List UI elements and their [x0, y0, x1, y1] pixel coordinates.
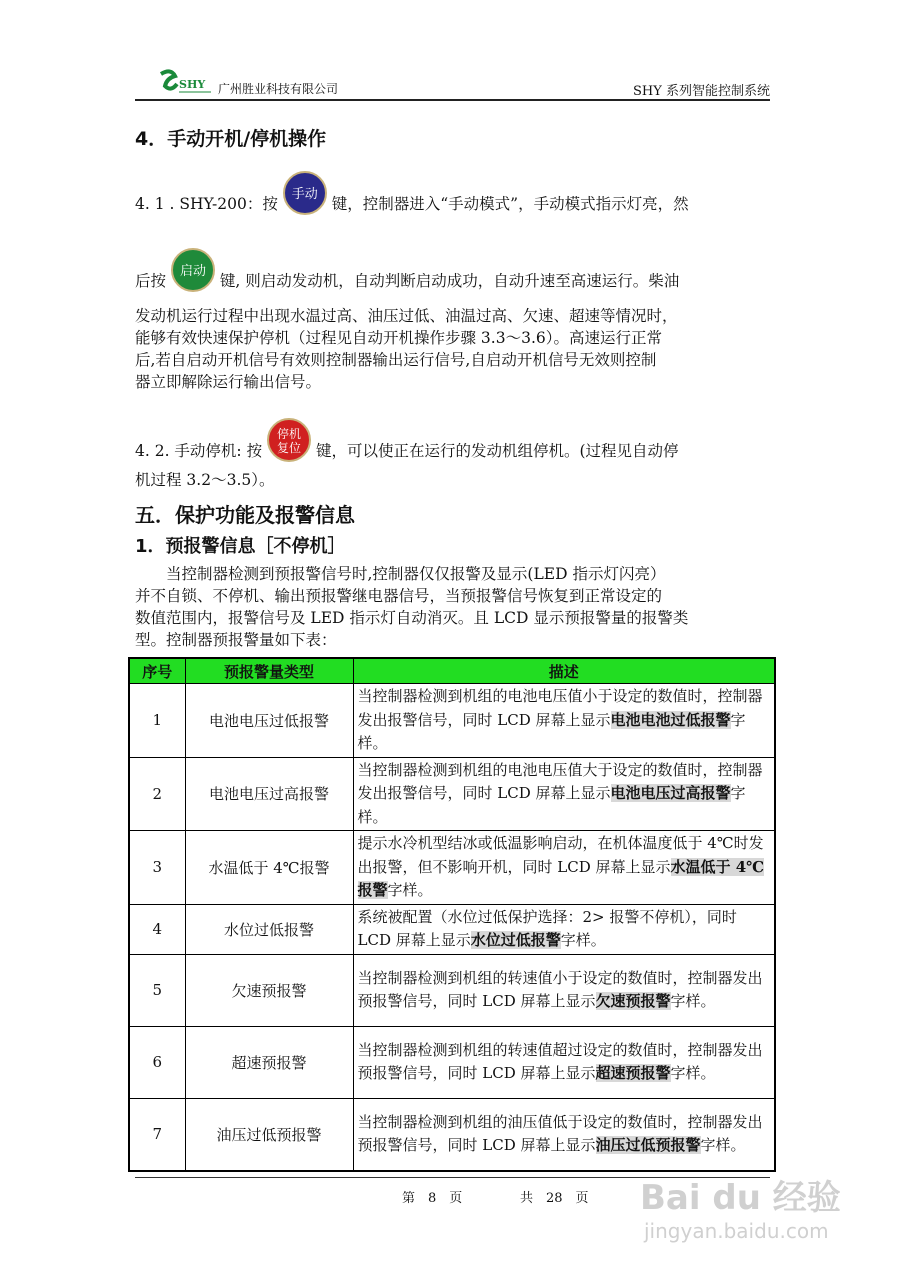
alarm-type: 水温低于 4℃报警	[185, 831, 353, 905]
table-row	[129, 954, 775, 1026]
text-line: 器立即解除运行输出信号。	[135, 373, 322, 391]
desc-text: 字样。	[670, 992, 716, 1010]
row-number: 5	[129, 954, 185, 1026]
para-4-2	[135, 418, 679, 462]
para-4-1-prefix: 4. 1 . SHY-200：按	[135, 195, 278, 213]
page-total: 共 28 页	[520, 1191, 589, 1206]
desc-text: 字样。	[357, 784, 746, 826]
para-4-1b-prefix: 后按	[135, 272, 167, 290]
key-label: 复位	[277, 441, 302, 455]
key-label: 停机	[277, 427, 302, 441]
section-5-title: 五．保护功能及报警信息	[135, 503, 355, 527]
desc-text: 当控制器检测到机组的转速值小于设定的数值时，控制器发出预报警信号，同时 LCD 屏幕上显示	[357, 968, 763, 1010]
text-line: 发动机运行过程中出现水温过高、油压过低、油温过高、欠速、超速等情况时，	[135, 307, 678, 325]
para-4-1b-suffix: 键, 则启动发动机，自动判断启动成功，自动升速至高速运行。柴油	[219, 272, 680, 290]
pre-alarm-table	[128, 657, 776, 1172]
alarm-description	[353, 1098, 775, 1171]
text-line: 型。控制器预报警量如下表：	[135, 631, 337, 649]
page-number: 第 8 页	[402, 1191, 463, 1206]
manual-key-icon: 手动	[283, 171, 327, 215]
table-row	[129, 757, 775, 831]
watermark-brand: Bai du 经验	[640, 1178, 841, 1218]
lcd-display-text: 水温低于 4℃报警	[357, 857, 765, 899]
row-number: 1	[129, 684, 185, 758]
row-number: 2	[129, 757, 185, 831]
alarm-description	[353, 1026, 775, 1098]
desc-text: 字样。	[387, 881, 433, 899]
alarm-description	[353, 904, 775, 954]
alarm-description	[353, 684, 775, 758]
table-row	[129, 1098, 775, 1171]
alarm-description	[353, 954, 775, 1026]
stop-reset-key-icon	[267, 418, 311, 462]
desc-text: 当控制器检测到机组的电池电压值大于设定的数值时，控制器发出报警信号，同时 LCD 屏幕上显示	[357, 760, 763, 802]
alarm-type: 电池电压过低报警	[185, 684, 353, 758]
alarm-type: 油压过低预报警	[185, 1098, 353, 1171]
col-header-desc: 描述	[353, 658, 775, 684]
text-line: 能够有效快速保护停机（过程见自动开机操作步骤 3.3～3.6）。高速运行正常	[135, 329, 662, 347]
section-5-1-title: 1．预报警信息［不停机］	[135, 536, 346, 557]
para-4-2-suffix: 键，可以使正在运行的发动机组停机。(过程见自动停	[315, 442, 679, 460]
lcd-display-text: 水位过低报警	[470, 931, 561, 949]
alarm-type: 电池电压过高报警	[185, 757, 353, 831]
alarm-type: 超速预报警	[185, 1026, 353, 1098]
desc-text: 系统被配置（水位过低保护选择：2> 报警不停机），同时 LCD 屏幕上显示	[357, 907, 737, 949]
para-4-2-prefix: 4. 2. 手动停机: 按	[135, 442, 263, 460]
baidu-watermark	[640, 1170, 841, 1243]
col-header-type: 预报警量类型	[185, 658, 353, 684]
desc-text: 当控制器检测到机组的电池电压值小于设定的数值时，控制器发出报警信号，同时 LCD 屏幕上显示	[357, 687, 763, 729]
row-number: 4	[129, 904, 185, 954]
header-divider	[135, 99, 770, 101]
company-name: 广州胜业科技有限公司	[218, 82, 339, 96]
row-number: 6	[129, 1026, 185, 1098]
system-name: SHY 系列智能控制系统	[633, 84, 770, 99]
col-header-no: 序号	[129, 658, 185, 684]
alarm-description	[353, 831, 775, 905]
alarm-type: 水位过低报警	[185, 904, 353, 954]
row-number: 7	[129, 1098, 185, 1171]
desc-text: 当控制器检测到机组的油压值低于设定的数值时，控制器发出预报警信号，同时 LCD 屏幕上显示	[357, 1112, 763, 1155]
desc-text: 字样。	[560, 931, 606, 949]
company-logo	[157, 68, 213, 96]
para-4-1b	[135, 248, 679, 292]
lcd-display-text: 油压过低预报警	[595, 1136, 701, 1155]
lcd-display-text: 电池电压过高报警	[610, 784, 731, 802]
para-4-1-body	[135, 305, 678, 393]
start-key-icon: 启动	[171, 248, 215, 292]
desc-text: 字样。	[670, 1064, 716, 1082]
text-line: 并不自锁、不停机、输出预报警继电器信号，当预报警信号恢复到正常设定的	[135, 587, 663, 605]
lcd-display-text: 欠速预报警	[595, 992, 671, 1010]
text-line: 数值范围内，报警信号及 LED 指示灯自动消灭。且 LCD 显示预报警量的报警类	[135, 609, 689, 627]
text-line: 当控制器检测到预报警信号时,控制器仅仅报警及显示(LED 指示灯闪亮）	[135, 565, 666, 583]
alarm-type: 欠速预报警	[185, 954, 353, 1026]
section-4-title: 4．手动开机/停机操作	[135, 128, 327, 150]
text-line: 后,若自启动开机信号有效则控制器输出运行信号,自启动开机信号无效则控制	[135, 351, 657, 369]
table-row	[129, 904, 775, 954]
row-number: 3	[129, 831, 185, 905]
alarm-description	[353, 757, 775, 831]
lcd-display-text: 电池电池过低报警	[610, 710, 731, 729]
svg-text:SHY: SHY	[179, 78, 206, 91]
table-row	[129, 831, 775, 905]
desc-text: 提示水冷机型结冰或低温影响启动，在机体温度低于 4℃时发出报警，但不影响开机，同时 LCD 屏幕上显示	[357, 834, 764, 876]
para-4-1	[135, 171, 689, 215]
desc-text: 当控制器检测到机组的转速值超过设定的数值时，控制器发出预报警信号，同时 LCD 屏幕上显示	[357, 1040, 763, 1082]
desc-text: 字样。	[357, 710, 746, 752]
para-4-1-suffix: 键，控制器进入“手动模式”，手动模式指示灯亮，然	[331, 195, 689, 213]
lcd-display-text: 超速预报警	[595, 1064, 671, 1082]
watermark-url: jingyan.baidu.com	[644, 1219, 829, 1243]
table-row	[129, 1026, 775, 1098]
section-5-intro	[135, 563, 688, 651]
para-4-2-line2: 机过程 3.2～3.5）。	[135, 471, 275, 489]
table-row	[129, 684, 775, 758]
desc-text: 字样。	[700, 1136, 746, 1155]
